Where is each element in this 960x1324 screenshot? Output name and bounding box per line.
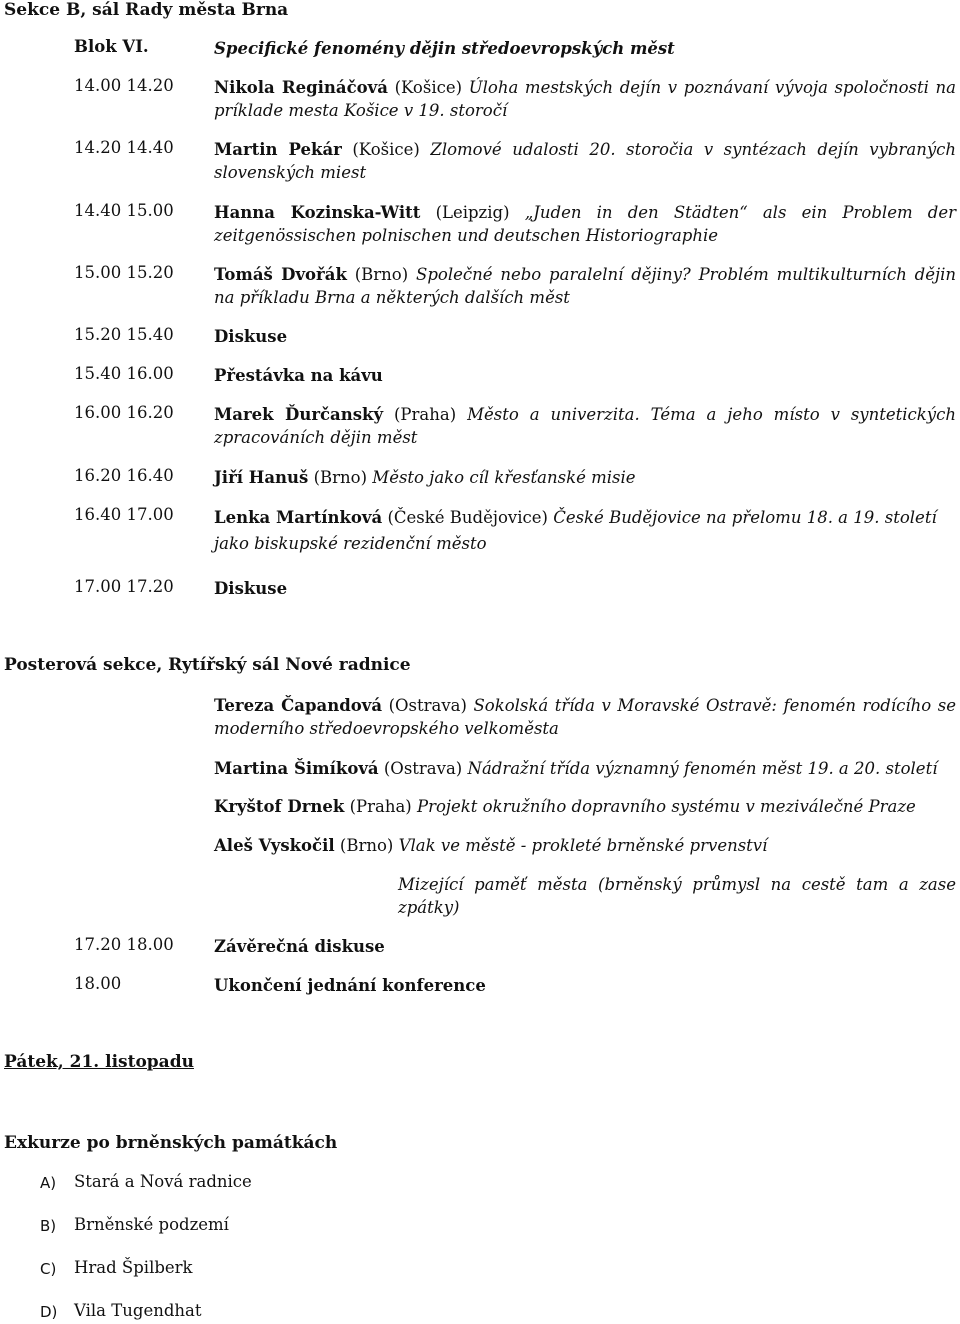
place: (Brno) <box>313 468 368 487</box>
place: (Praha) <box>394 405 457 424</box>
program-entry <box>214 505 956 557</box>
place: (Ostrava) <box>383 759 463 778</box>
speaker: Tomáš Dvořák <box>214 265 347 284</box>
program-time: 14.00 14.20 <box>74 76 174 95</box>
program-label: Přestávka na kávu <box>214 366 383 385</box>
list-marker: C) <box>40 1260 57 1278</box>
poster-entry <box>214 757 956 780</box>
speaker: Tereza Čapandová <box>214 696 383 715</box>
program-time: 16.40 17.00 <box>74 505 174 524</box>
talk-title: Město a univerzita. Téma a jeho místo v syntetických zpracováních dějin měst <box>214 405 956 447</box>
place: (Leipzig) <box>435 203 510 222</box>
place: (České Budějovice) <box>387 508 548 527</box>
list-marker: D) <box>40 1303 58 1321</box>
talk-title: Projekt okružního dopravního systému v meziválečné Praze <box>416 797 916 816</box>
program-label: Diskuse <box>214 327 288 346</box>
friday-heading: Pátek, 21. listopadu <box>4 1052 194 1072</box>
program-time: 16.00 16.20 <box>74 403 174 422</box>
speaker: Martina Šimíková <box>214 759 379 778</box>
place: (Košice) <box>394 78 463 97</box>
poster-entry <box>214 694 956 740</box>
speaker: Nikola Regináčová <box>214 78 388 97</box>
program-entry <box>214 466 956 489</box>
list-item: Brněnské podzemí <box>74 1215 229 1234</box>
speaker: Aleš Vyskočil <box>214 836 335 855</box>
speaker: Lenka Martínková <box>214 508 383 527</box>
talk-title: Zlomové udalosti 20. storočia v syntézach dejín vybraných slovenských miest <box>214 140 957 182</box>
poster-extra-title: Mizející paměť města (brněnský průmysl na cestě tam a zase zpátky) <box>398 875 956 917</box>
place: (Praha) <box>349 797 412 816</box>
place: (Ostrava) <box>388 696 467 715</box>
place: (Brno) <box>339 836 394 855</box>
program-label: Diskuse <box>214 579 288 598</box>
program-time: 16.20 16.40 <box>74 466 174 485</box>
talk-title: Vlak ve městě - prokleté brněnské prvenství <box>398 836 768 855</box>
talk-title: České Budějovice na přelomu 18. a 19. století jako biskupské rezidenční město <box>214 508 937 553</box>
program-time: 17.20 18.00 <box>74 935 174 954</box>
program-time: 17.00 17.20 <box>74 577 174 596</box>
talk-title: Město jako cíl křesťanské misie <box>372 468 636 487</box>
speaker: Jiří Hanuš <box>214 468 309 487</box>
list-item: Stará a Nová radnice <box>74 1172 252 1191</box>
speaker: Hanna Kozinska-Witt <box>214 203 421 222</box>
block-label: Blok VI. <box>74 37 149 56</box>
list-item: Vila Tugendhat <box>74 1301 202 1320</box>
excursions-heading: Exkurze po brněnských památkách <box>4 1133 338 1153</box>
program-entry <box>214 76 956 122</box>
talk-title: Společné nebo paralelní dějiny? Problém multikulturních dějin na příkladu Brna a některých dalších měst <box>214 265 957 307</box>
program-label: Ukončení jednání konference <box>214 976 486 995</box>
speaker: Marek Ďurčanský <box>214 405 384 424</box>
program-time: 14.20 14.40 <box>74 138 174 157</box>
program-time: 15.20 15.40 <box>74 325 174 344</box>
place: (Košice) <box>352 140 420 159</box>
list-marker: A) <box>40 1174 57 1192</box>
talk-title: Úloha mestských dejín v poznávaní vývoja spoločnosti na príklade mesta Košice v 19. storočí <box>214 78 957 120</box>
list-marker: B) <box>40 1217 57 1235</box>
program-time: 14.40 15.00 <box>74 201 174 220</box>
talk-title: „Juden in den Städten“ als ein Problem der zeitgenössischen polnischen und deutschen Historiographie <box>214 203 957 245</box>
section-b-heading: Sekce B, sál Rady města Brna <box>4 0 289 20</box>
speaker: Martin Pekár <box>214 140 342 159</box>
program-time: 18.00 <box>74 974 122 993</box>
program-entry <box>214 138 956 184</box>
program-time: 15.00 15.20 <box>74 263 174 282</box>
poster-entry <box>214 834 956 857</box>
list-item: Hrad Špilberk <box>74 1258 193 1277</box>
poster-heading: Posterová sekce, Rytířský sál Nové radnice <box>4 655 411 675</box>
talk-title: Nádražní třída významný fenomén měst 19. a 20. století <box>467 759 938 778</box>
program-entry <box>214 201 956 247</box>
talk-title: Sokolská třída v Moravské Ostravě: fenomén rodícího se moderního středoevropského velkoměsta <box>214 696 956 738</box>
program-label: Závěrečná diskuse <box>214 937 385 956</box>
poster-entry <box>214 795 956 818</box>
program-time: 15.40 16.00 <box>74 364 174 383</box>
block-title: Specifické fenomény dějin středoevropských měst <box>214 39 675 58</box>
program-entry <box>214 403 956 449</box>
program-entry <box>214 263 956 309</box>
place: (Brno) <box>354 265 409 284</box>
speaker: Kryštof Drnek <box>214 797 345 816</box>
